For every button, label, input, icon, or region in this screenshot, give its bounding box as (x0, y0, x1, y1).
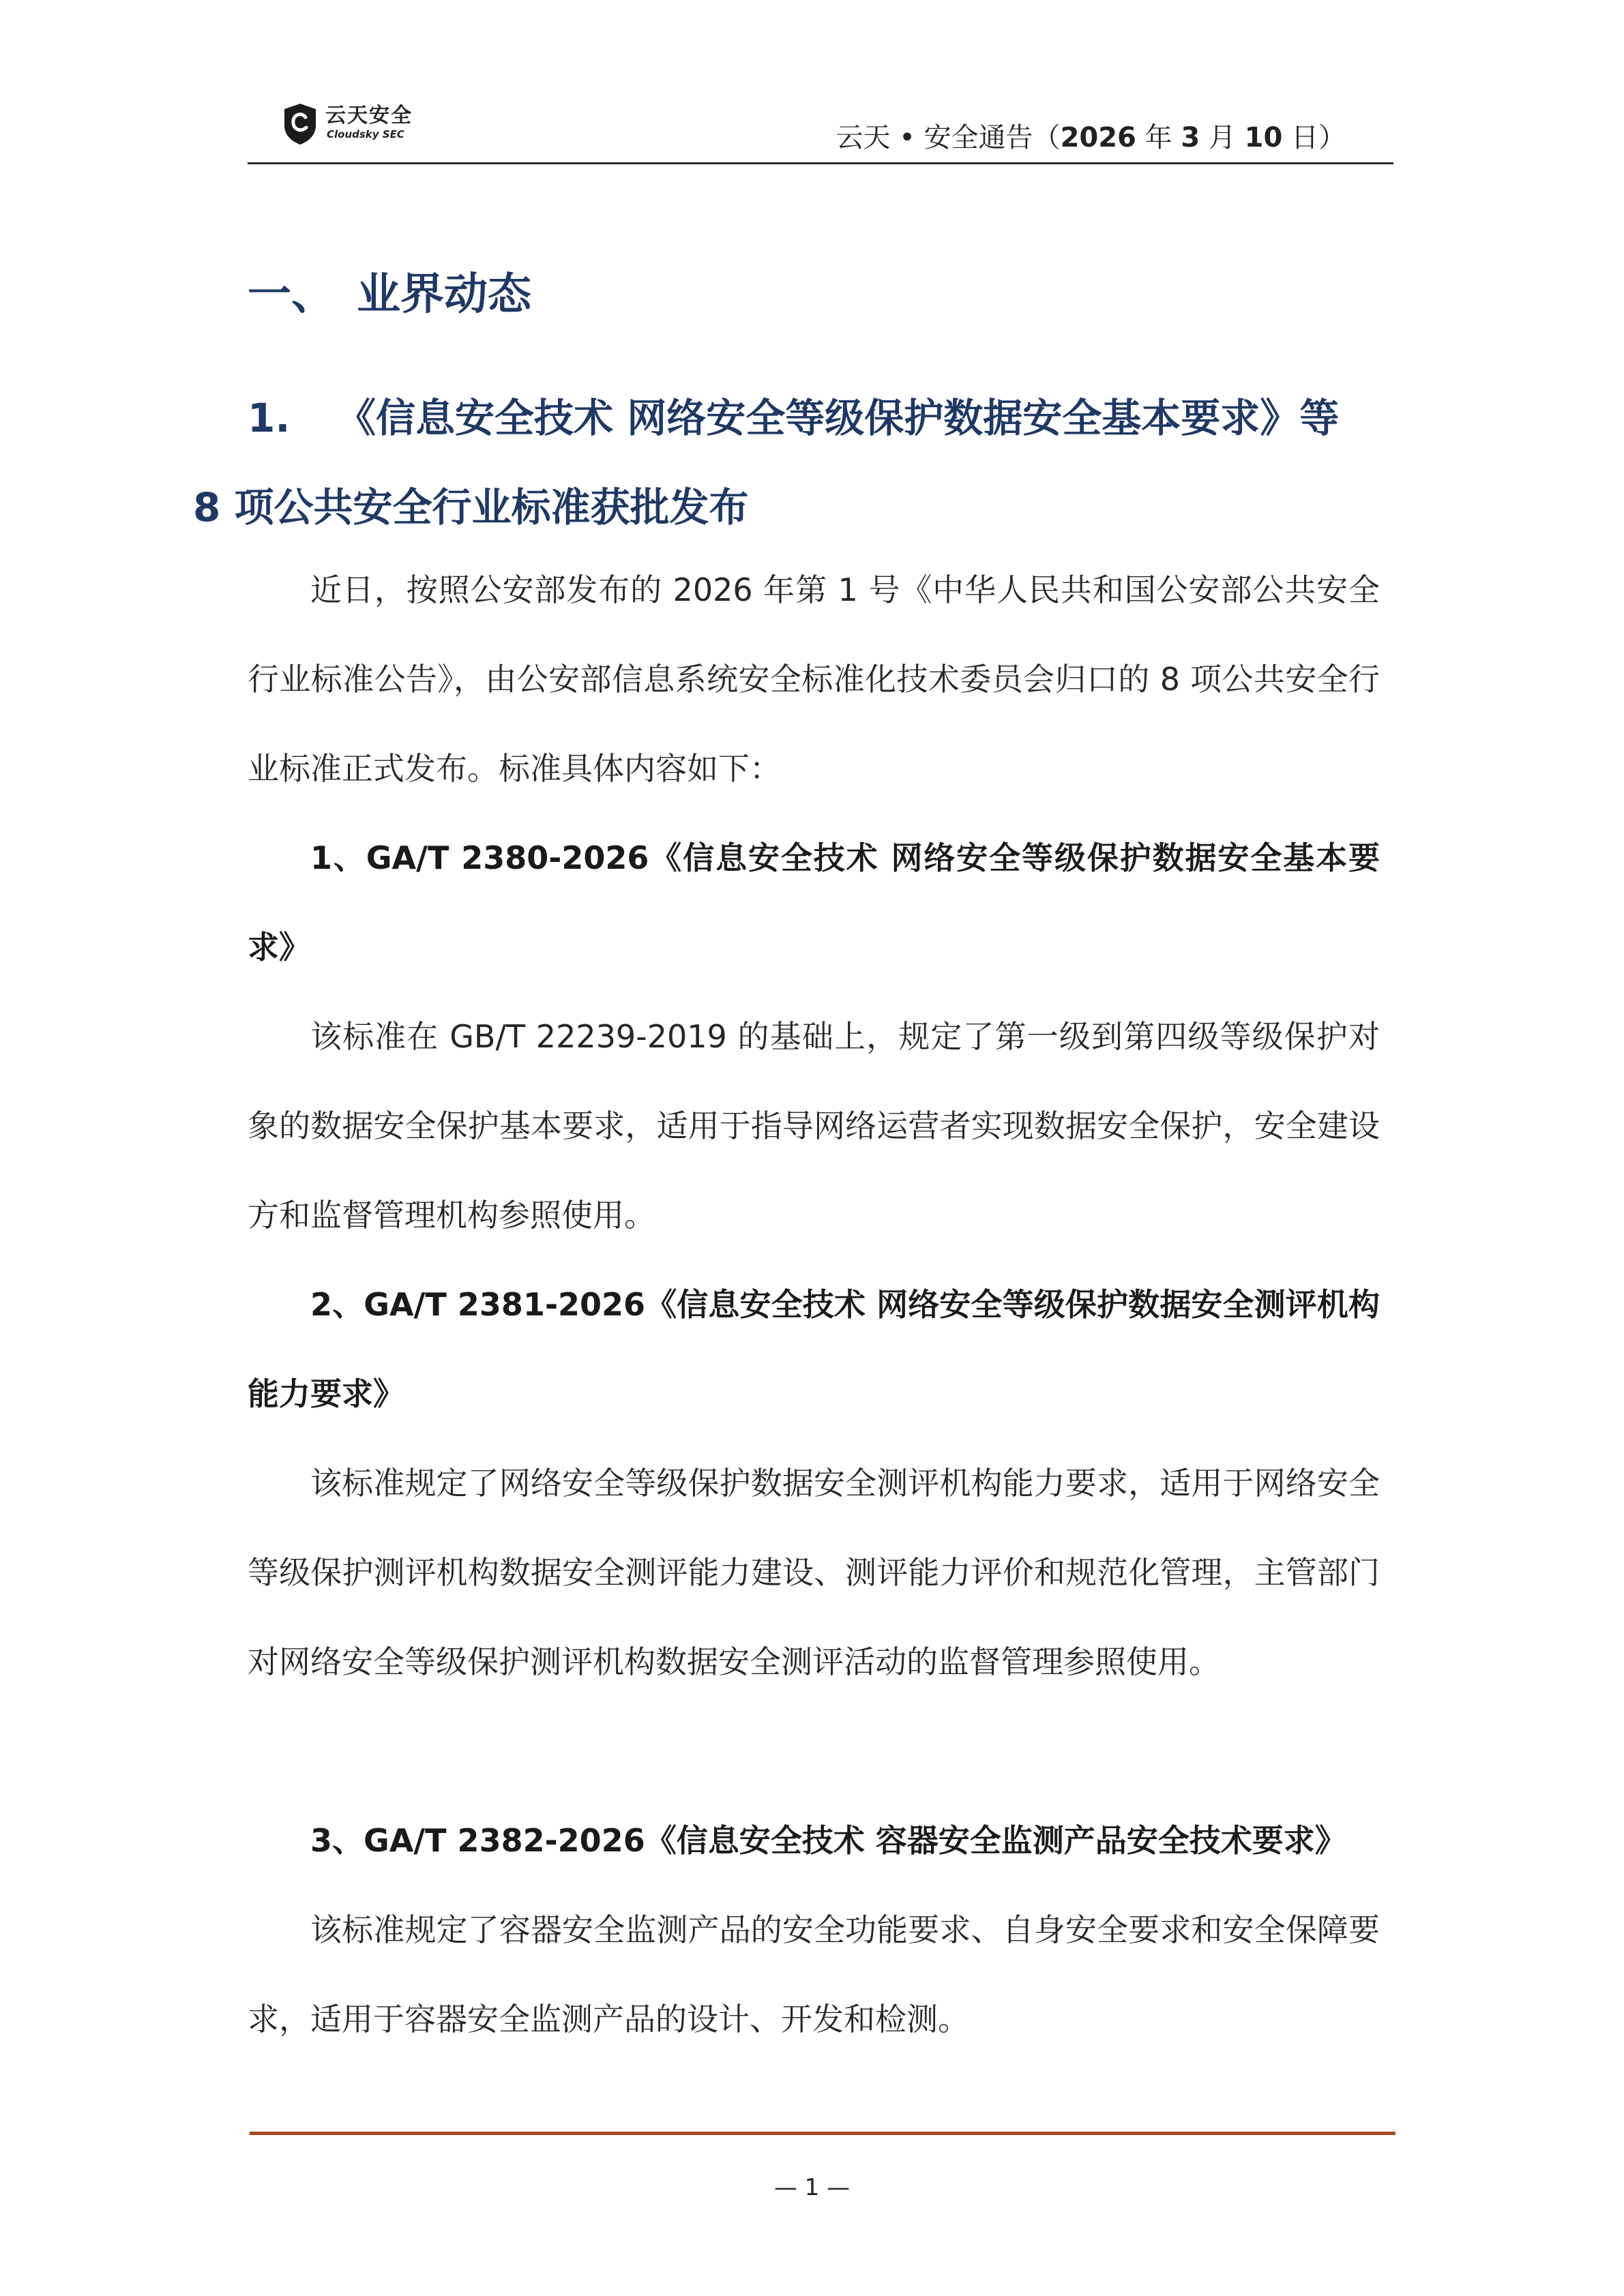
bulletin-title-prefix: 云天 • 安全通告（ (836, 122, 1061, 153)
bulletin-title (836, 116, 1346, 155)
bulletin-year: 2026 (1060, 122, 1136, 153)
section-number: 一、 (248, 269, 335, 320)
bulletin-month-unit: 月 (1200, 122, 1245, 153)
standard-2-title: 2、GA/T 2381-2026《信息安全技术 网络安全等级保护数据安全测评机构能力要求》 (248, 1286, 1380, 1412)
intro-paragraph: 近日，按照公安部发布的 2026 年第 1 号《中华人民共和国公安部公共安全行业标准公告》，由公安部信息系统安全标准化技术委员会归口的 8 项公共安全行业标准正式发布。标准具体内容如下： (248, 571, 1380, 787)
page-number: — 1 — (773, 2174, 851, 2201)
bulletin-day: 10 (1244, 122, 1283, 153)
standard-1-title: 1、GA/T 2380-2026《信息安全技术 网络安全等级保护数据安全基本要求》 (248, 839, 1380, 966)
section-title: 业界动态 (357, 269, 531, 320)
standard-2-description: 该标准规定了网络安全等级保护数据安全测评机构能力要求，适用于网络安全等级保护测评机构数据安全测评能力建设、测评能力评价和规范化管理，主管部门对网络安全等级保护测评机构数据安全测评活动的监督管理参照使用。 (248, 1465, 1380, 1680)
article-number: 1. (248, 395, 291, 441)
header-divider (248, 162, 1393, 164)
shield-logo-icon (282, 102, 319, 146)
bulletin-month: 3 (1181, 122, 1200, 153)
bulletin-year-unit: 年 (1136, 122, 1181, 153)
section-heading (248, 259, 531, 322)
standard-3-title: 3、GA/T 2382-2026《信息安全技术 容器安全监测产品安全技术要求》 (310, 1822, 1346, 1859)
standard-3-description: 该标准规定了容器安全监测产品的安全功能要求、自身安全要求和安全保障要求，适用于容器安全监测产品的设计、开发和检测。 (248, 1911, 1380, 2038)
footer-divider (250, 2132, 1396, 2135)
logo-english-name: Cloudsky SEC (327, 128, 404, 140)
logo-chinese-name: 云天安全 (325, 104, 413, 128)
page-header (248, 95, 1393, 164)
article-title: 《信息安全技术 网络安全等级保护数据安全基本要求》等 8 项公共安全行业标准获批发布 (193, 395, 1340, 531)
article-heading (193, 374, 1380, 552)
bulletin-day-unit: 日） (1282, 122, 1346, 153)
company-logo (282, 98, 514, 153)
standard-1-description: 该标准在 GB/T 22239-2019 的基础上，规定了第一级到第四级等级保护对象的数据安全保护基本要求，适用于指导网络运营者实现数据安全保护，安全建设方和监督管理机构参照使用。 (248, 1018, 1380, 1234)
